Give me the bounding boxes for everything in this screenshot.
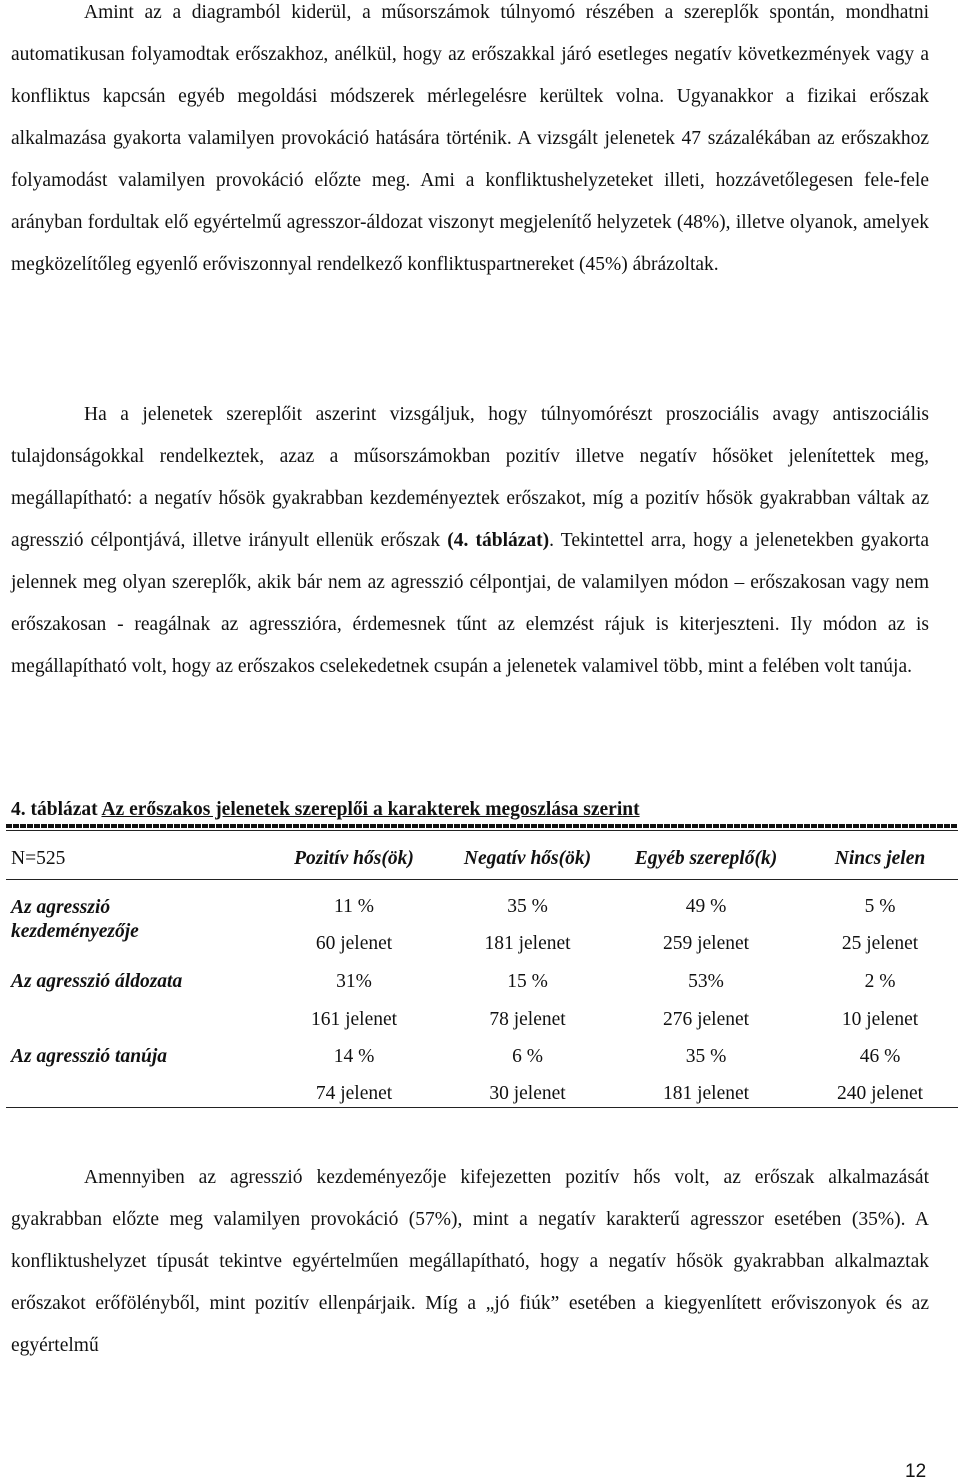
table-cell: 181 jelenet <box>484 933 571 954</box>
table-cell: 259 jelenet <box>662 933 750 954</box>
column-header: Negatív hős(ök) <box>463 848 592 869</box>
row-label: Az agresszió tanúja <box>11 1046 168 1067</box>
table-cell: 60 jelenet <box>315 933 393 954</box>
paragraph-3: Amennyiben az agresszió kezdeményezője kifejezetten pozitív hős volt, az erőszak alkalmazását gyakrabban előzte meg valamilyen provokáció (57%), mint a negatív karakterű agresszor esetében (35%). A konfliktushelyzet típusát tekintve egyértelműen megállapítható, hogy a negatív hősök gyakrabban alkalmaztak erőszakot erőfölényből, mint pozitív ellenpárjaik. Míg a „jó fiúk” esetében a kiegyenlített erőviszonyok és az egyértelmű <box>11 1167 929 1356</box>
row-label: Az agresszió <box>11 897 111 918</box>
table-rule <box>6 830 958 831</box>
row-label: kezdeményezője <box>11 921 139 942</box>
table-cell: 74 jelenet <box>315 1083 393 1104</box>
table-n-label: N=525 <box>11 848 66 869</box>
table-title <box>11 796 640 824</box>
table-cell: 11 % <box>334 896 374 917</box>
paragraph-2-text-a: Ha a jelenetek szereplőit aszerint vizsgáljuk, hogy túlnyomórészt proszociális avagy antiszociális tulajdonságokkal rendelkeztek, azaz a műsorszámokban pozitív illetve negatív hősöket jelenítettek meg, megállapítható: a negatív hősök gyakrabban kezdeményeztek erőszakot, míg a pozitív hősök gyakrabban váltak az agresszió célpontjává, illetve irányult ellenük erőszak <box>11 404 929 551</box>
table-cell: 31% <box>336 971 372 992</box>
table-cell: 35 % <box>507 896 548 917</box>
table-cell: 53% <box>688 971 724 992</box>
column-header: Egyéb szereplő(k) <box>634 848 778 869</box>
table-title-number: 4. táblázat <box>11 799 98 820</box>
table-cell: 78 jelenet <box>489 1009 566 1030</box>
paragraph-1: Amint az a diagramból kiderül, a műsorszámok túlnyomó részében a szereplők spontán, mondhatni automatikusan folyamodtak erőszakhoz, anélkül, hogy az erőszakkal járó esetleges negatív következmények vagy a konfliktus kapcsán egyéb megoldási módszerek mérlegelésre kerültek volna. Ugyanakkor a fizikai erőszak alkalmazása gyakorta valamilyen provokáció hatására történik. A vizsgált jelenetek 47 százalékában az erőszakhoz folyamodást valamilyen provokáció előzte meg. Ami a konfliktushelyzeteket illeti, hozzávetőlegesen fele-fele arányban fordultak elő egyértelmű agresszor-áldozat viszonyt megjelenítő helyzetek (48%), illetve olyanok, amelyek megközelítőleg egyenlő erőviszonnyal rendelkező konfliktuspartnereket (45%) ábrázoltak. <box>11 2 929 275</box>
table-cell: 30 jelenet <box>489 1083 566 1104</box>
table-cell: 5 % <box>864 896 896 917</box>
table-cell: 10 jelenet <box>841 1009 919 1030</box>
table-cell: 276 jelenet <box>662 1009 750 1030</box>
paragraph-2 <box>11 394 929 688</box>
table-reference: (4. táblázat) <box>447 530 550 551</box>
row-label: Az agresszió áldozata <box>11 971 183 992</box>
paragraph-2-text-b: . Tekintettel arra, hogy a jelenetekben gyakorta jelennek meg olyan szereplők, akik bár nem az agresszió célpontjai, de valamilyen módon – erőszakosan vagy nem erőszakosan - reagálnak az agresszióra, érdemesnek tűnt az elemzést rájuk is kiterjeszteni. Ily módon az is megállapítható volt, hogy az erőszakos cselekedetnek csupán a jelenetek valamivel több, mint a felében volt tanúja. <box>11 530 929 677</box>
table-title-text: Az erőszakos jelenetek szereplői a karakterek megoszlása szerint <box>101 799 640 820</box>
page-number: 12 <box>905 1461 927 1482</box>
table-cell: 25 jelenet <box>841 933 919 954</box>
table-cell: 35 % <box>685 1046 727 1067</box>
table-cell: 46 % <box>859 1046 901 1067</box>
table-cell: 240 jelenet <box>836 1083 924 1104</box>
table-cell: 161 jelenet <box>310 1009 398 1030</box>
table-bottom-rule <box>6 1107 958 1108</box>
table-cell: 6 % <box>512 1046 543 1067</box>
table-cell: 49 % <box>685 896 727 917</box>
table-top-rule <box>6 824 958 828</box>
column-header: Pozitív hős(ök) <box>294 848 414 869</box>
table-cell: 2 % <box>864 971 896 992</box>
table-cell: 14 % <box>333 1046 375 1067</box>
column-header: Nincs jelen <box>834 848 926 869</box>
table-header-rule <box>6 879 958 880</box>
table-cell: 15 % <box>507 971 548 992</box>
table-cell: 181 jelenet <box>662 1083 750 1104</box>
